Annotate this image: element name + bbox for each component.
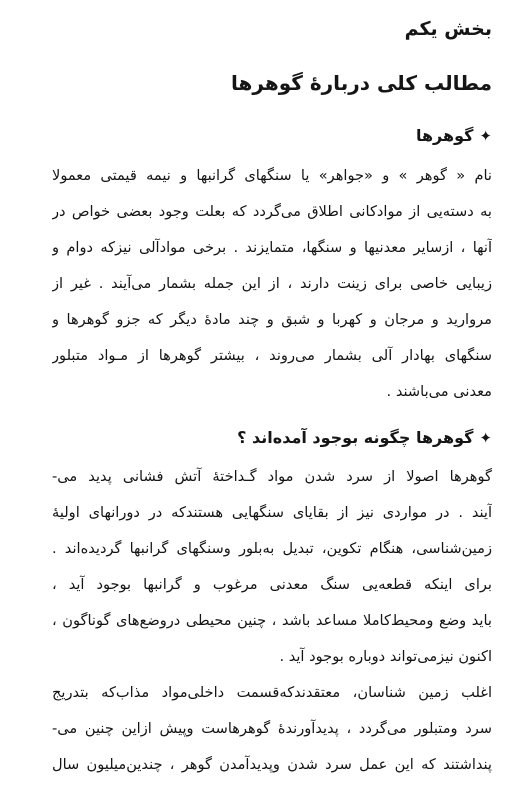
- paragraph-line: اغلب زمین شناسان، معتقدندکه‌قسمت داخلی‌مواد مذاب‌که بتدریج: [52, 684, 492, 701]
- paragraph-line: زمین‌شناسی، هنگام تکوین، تبدیل به‌بلور وسنگهای گرانبها گردیده‌اند .: [52, 540, 492, 557]
- section-heading-text: گوهرها: [415, 126, 474, 145]
- chapter-title: مطالب کلی دربارهٔ گوهرها: [231, 71, 492, 95]
- section-heading-gems: [416, 126, 492, 145]
- paragraph-line: اکنون نیزمی‌تواند دوباره بوجود آید .: [279, 648, 492, 665]
- part-title: بخش یکم: [404, 18, 492, 40]
- section-heading-formation: [237, 428, 492, 447]
- paragraph-line: به دسته‌یی از موادکانی اطلاق می‌گردد که بعلت وجود بعضی خواص در: [52, 203, 492, 220]
- paragraph-line: پنداشتند که این عمل سرد شدن وپدیدآمدن گوهر ، چندین‌میلیون سال: [52, 756, 492, 773]
- paragraph-line: زیبایی خاصی برای زینت دارند ، از این جمله بشمار می‌آیند . غیر از: [52, 275, 492, 292]
- paragraph-line: برای اینکه قطعه‌یی سنگ معدنی مرغوب و گرانبها بوجود آید ،: [52, 576, 492, 593]
- paragraph-line: گوهرها اصولا از سرد شدن مواد گـداختهٔ آتش فشانی پدید می-: [52, 468, 492, 485]
- star-bullet-icon: ✦: [479, 127, 492, 145]
- section-heading-text: گوهرها چگونه بوجود آمده‌اند ؟: [237, 428, 474, 447]
- paragraph-line: سنگهای بهادار آلی بشمار می‌روند ، بیشتر گوهرها از مـواد متبلور: [52, 347, 492, 364]
- star-bullet-icon: ✦: [479, 429, 492, 447]
- paragraph-line: معدنی می‌باشند .: [386, 383, 492, 400]
- paragraph-line: سرد ومتبلور می‌گردد ، پدیدآورندهٔ گوهرهاست وپیش ازاین چنین می-: [52, 720, 492, 737]
- paragraph-line: باید وضع ومحیط‌کاملا مساعد باشد ، چنین محیطی دروضع‌های گوناگون ،: [52, 612, 492, 629]
- paragraph-line: آیند . در مواردی نیز از بقایای سنگهایی هستندکه در دورانهای اولیهٔ: [52, 504, 492, 521]
- paragraph-line: مروارید و مرجان و کهربا و شبق و چند مادهٔ دیگر که جزو گوهرها و: [52, 311, 492, 328]
- paragraph-line: نام « گوهر » و «جواهر» یا سنگهای گرانبها و نیمه قیمتی معمولا: [52, 167, 492, 184]
- paragraph-line: آنها ، ازسایر معدنیها و سنگها، متمایزند . برخی موادآلی نیزکه دوام و: [52, 239, 492, 256]
